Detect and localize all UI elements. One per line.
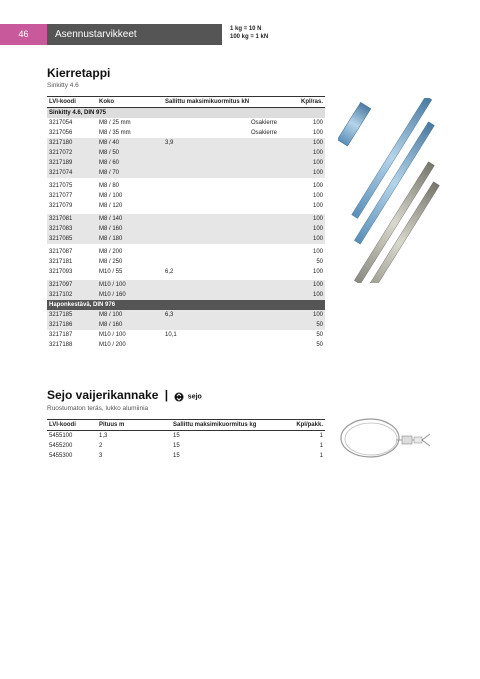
load-cell bbox=[163, 280, 279, 290]
wire-hanger-image bbox=[338, 416, 434, 468]
note: Osakierre bbox=[250, 130, 277, 136]
title-separator: | bbox=[164, 388, 169, 402]
qty: 100 bbox=[279, 280, 325, 290]
lvi-code: 3217189 bbox=[47, 158, 97, 168]
lvi-code: 3217181 bbox=[49, 259, 73, 265]
load-cell bbox=[163, 138, 279, 148]
table-row bbox=[47, 267, 325, 277]
size: M8 / 160 bbox=[97, 320, 163, 330]
qty: 100 bbox=[279, 168, 325, 178]
size: M10 / 55 bbox=[99, 269, 123, 275]
note: Osakierre bbox=[250, 120, 277, 126]
lvi-code: 3217054 bbox=[49, 120, 73, 126]
qty: 100 bbox=[312, 193, 323, 199]
load: 10,1 bbox=[165, 332, 177, 338]
qty: 100 bbox=[312, 203, 323, 209]
qty: 50 bbox=[279, 320, 325, 330]
table-row bbox=[47, 290, 325, 300]
lvi-code: 3217081 bbox=[47, 214, 97, 224]
size: M8 / 100 bbox=[97, 310, 163, 320]
lvi-code: 3217079 bbox=[49, 203, 73, 209]
group-label: Haponkestävä, DIN 976 bbox=[47, 300, 325, 310]
lvi-code: 3217056 bbox=[49, 130, 73, 136]
size: M10 / 100 bbox=[97, 280, 163, 290]
unit-note-line: 100 kg = 1 kN bbox=[230, 34, 269, 40]
load-cell bbox=[163, 191, 279, 201]
load bbox=[163, 320, 279, 330]
load-cell bbox=[163, 148, 279, 158]
size: M8 / 140 bbox=[97, 214, 163, 224]
lvi-code: 3217087 bbox=[49, 249, 73, 255]
table-row bbox=[47, 320, 325, 330]
load: 6,3 bbox=[163, 310, 279, 320]
qty: 100 bbox=[312, 183, 323, 189]
table-row bbox=[47, 168, 325, 178]
table-row bbox=[47, 431, 325, 442]
table-row bbox=[47, 201, 325, 211]
lvi-code: 3217085 bbox=[47, 234, 97, 244]
load: 15 bbox=[173, 443, 180, 449]
load-cell bbox=[163, 201, 279, 211]
size: M8 / 50 bbox=[97, 148, 163, 158]
size: M8 / 40 bbox=[97, 138, 163, 148]
table-row bbox=[47, 280, 325, 290]
lvi-code: 3217187 bbox=[49, 332, 73, 338]
table-row bbox=[47, 191, 325, 201]
lvi-code: 3217186 bbox=[47, 320, 97, 330]
sejo-title: Sejo vaijerikannake bbox=[47, 388, 159, 402]
section-title: Asennustarvikkeet bbox=[47, 24, 222, 45]
sejo-brand: sejo bbox=[187, 393, 202, 401]
lvi-code: 3217077 bbox=[49, 193, 73, 199]
load-cell bbox=[163, 214, 279, 224]
qty: 100 bbox=[312, 130, 323, 136]
qty: 100 bbox=[279, 310, 325, 320]
size: M8 / 25 mm bbox=[99, 120, 131, 126]
length: 2 bbox=[99, 443, 103, 449]
load-cell bbox=[163, 168, 279, 178]
lvi-code: 5455100 bbox=[49, 433, 73, 439]
table-row bbox=[47, 310, 325, 320]
size: M8 / 200 bbox=[99, 249, 123, 255]
size: M8 / 160 bbox=[97, 224, 163, 234]
qty: 1 bbox=[319, 453, 323, 459]
col-header: Koko bbox=[97, 97, 163, 108]
lvi-code: 3217180 bbox=[47, 138, 97, 148]
col-header: LVI-koodi bbox=[47, 420, 97, 431]
size: M8 / 180 bbox=[97, 234, 163, 244]
kierretappi-title: Kierretappi bbox=[47, 66, 111, 80]
size: M8 / 100 bbox=[99, 193, 123, 199]
qty: 100 bbox=[279, 290, 325, 300]
load: 15 bbox=[173, 433, 180, 439]
size: M8 / 70 bbox=[97, 168, 163, 178]
load: 3,9 bbox=[165, 140, 174, 146]
lvi-code: 3217083 bbox=[47, 224, 97, 234]
col-header: Sallittu maksimikuormitus kN bbox=[163, 97, 279, 108]
threaded-rod-image bbox=[338, 98, 448, 283]
table-row bbox=[47, 224, 325, 234]
lvi-code: 5455200 bbox=[49, 443, 73, 449]
page-number: 46 bbox=[0, 24, 47, 45]
table-row bbox=[47, 138, 325, 148]
lvi-code: 3217185 bbox=[47, 310, 97, 320]
col-header: LVI-koodi bbox=[47, 97, 97, 108]
load-cell bbox=[163, 247, 279, 257]
load: 15 bbox=[173, 453, 180, 459]
length: 3 bbox=[99, 453, 103, 459]
size: M10 / 200 bbox=[99, 342, 126, 348]
table-row bbox=[47, 214, 325, 224]
table-row bbox=[47, 247, 325, 257]
load-cell bbox=[163, 290, 279, 300]
load: 6,2 bbox=[165, 269, 174, 275]
sejo-title-row bbox=[47, 388, 202, 403]
qty: 100 bbox=[312, 269, 323, 275]
table-row bbox=[47, 181, 325, 191]
col-header: Kpl/ras. bbox=[279, 97, 325, 108]
size: M8 / 60 bbox=[97, 158, 163, 168]
size: M10 / 100 bbox=[99, 332, 126, 338]
load bbox=[163, 340, 279, 350]
size: M8 / 120 bbox=[99, 203, 123, 209]
qty: 50 bbox=[316, 342, 323, 348]
unit-note-line: 1 kg = 10 N bbox=[230, 26, 262, 32]
qty: 1 bbox=[319, 443, 323, 449]
col-header: Kpl/pakk. bbox=[285, 420, 325, 431]
table-row bbox=[47, 118, 325, 128]
qty: 100 bbox=[279, 158, 325, 168]
load-cell bbox=[163, 267, 279, 277]
table-row bbox=[47, 340, 325, 350]
qty: 50 bbox=[316, 332, 323, 338]
lvi-code: 3217188 bbox=[49, 342, 73, 348]
table-row bbox=[47, 451, 325, 461]
col-header: Pituus m bbox=[97, 420, 171, 431]
lvi-code: 3217097 bbox=[47, 280, 97, 290]
unit-note bbox=[230, 25, 268, 41]
table-row bbox=[47, 148, 325, 158]
table-row bbox=[47, 158, 325, 168]
table-row bbox=[47, 441, 325, 451]
kierretappi-table bbox=[47, 96, 325, 350]
lvi-code: 3217093 bbox=[49, 269, 73, 275]
qty: 1 bbox=[319, 433, 323, 439]
table-row bbox=[47, 234, 325, 244]
group-row bbox=[47, 108, 325, 119]
sejo-subtitle: Ruostumaton teräs, lukko alumiinia bbox=[47, 405, 149, 412]
qty: 100 bbox=[279, 234, 325, 244]
qty: 100 bbox=[312, 249, 323, 255]
load-cell bbox=[163, 234, 279, 244]
qty: 100 bbox=[279, 224, 325, 234]
load-cell bbox=[163, 158, 279, 168]
qty: 100 bbox=[312, 120, 323, 126]
sejo-table bbox=[47, 419, 325, 461]
load-cell bbox=[163, 257, 279, 267]
qty: 50 bbox=[316, 259, 323, 265]
sejo-logo bbox=[174, 389, 201, 403]
length: 1,3 bbox=[99, 433, 108, 439]
col-header: Sallittu maksimikuormitus kg bbox=[171, 420, 285, 431]
lvi-code: 3217075 bbox=[49, 183, 73, 189]
size: M8 / 35 mm bbox=[99, 130, 131, 136]
qty: 100 bbox=[279, 138, 325, 148]
load-cell bbox=[163, 181, 279, 191]
sejo-logo-icon bbox=[174, 392, 184, 402]
table-row bbox=[47, 330, 325, 340]
lvi-code: 3217074 bbox=[47, 168, 97, 178]
lvi-code: 3217102 bbox=[47, 290, 97, 300]
group-row bbox=[47, 300, 325, 310]
lvi-code: 5455300 bbox=[49, 453, 73, 459]
size: M8 / 80 bbox=[99, 183, 120, 189]
size: M8 / 250 bbox=[99, 259, 123, 265]
qty: 100 bbox=[279, 214, 325, 224]
lvi-code: 3217072 bbox=[47, 148, 97, 158]
load-cell bbox=[163, 224, 279, 234]
load-cell bbox=[163, 128, 279, 138]
table-row bbox=[47, 257, 325, 267]
qty: 100 bbox=[279, 148, 325, 158]
load-cell bbox=[163, 118, 279, 128]
kierretappi-subtitle: Sinkitty 4.6 bbox=[47, 82, 79, 89]
table-row bbox=[47, 128, 325, 138]
group-label: Sinkitty 4.6, DIN 975 bbox=[47, 108, 325, 119]
size: M10 / 160 bbox=[97, 290, 163, 300]
